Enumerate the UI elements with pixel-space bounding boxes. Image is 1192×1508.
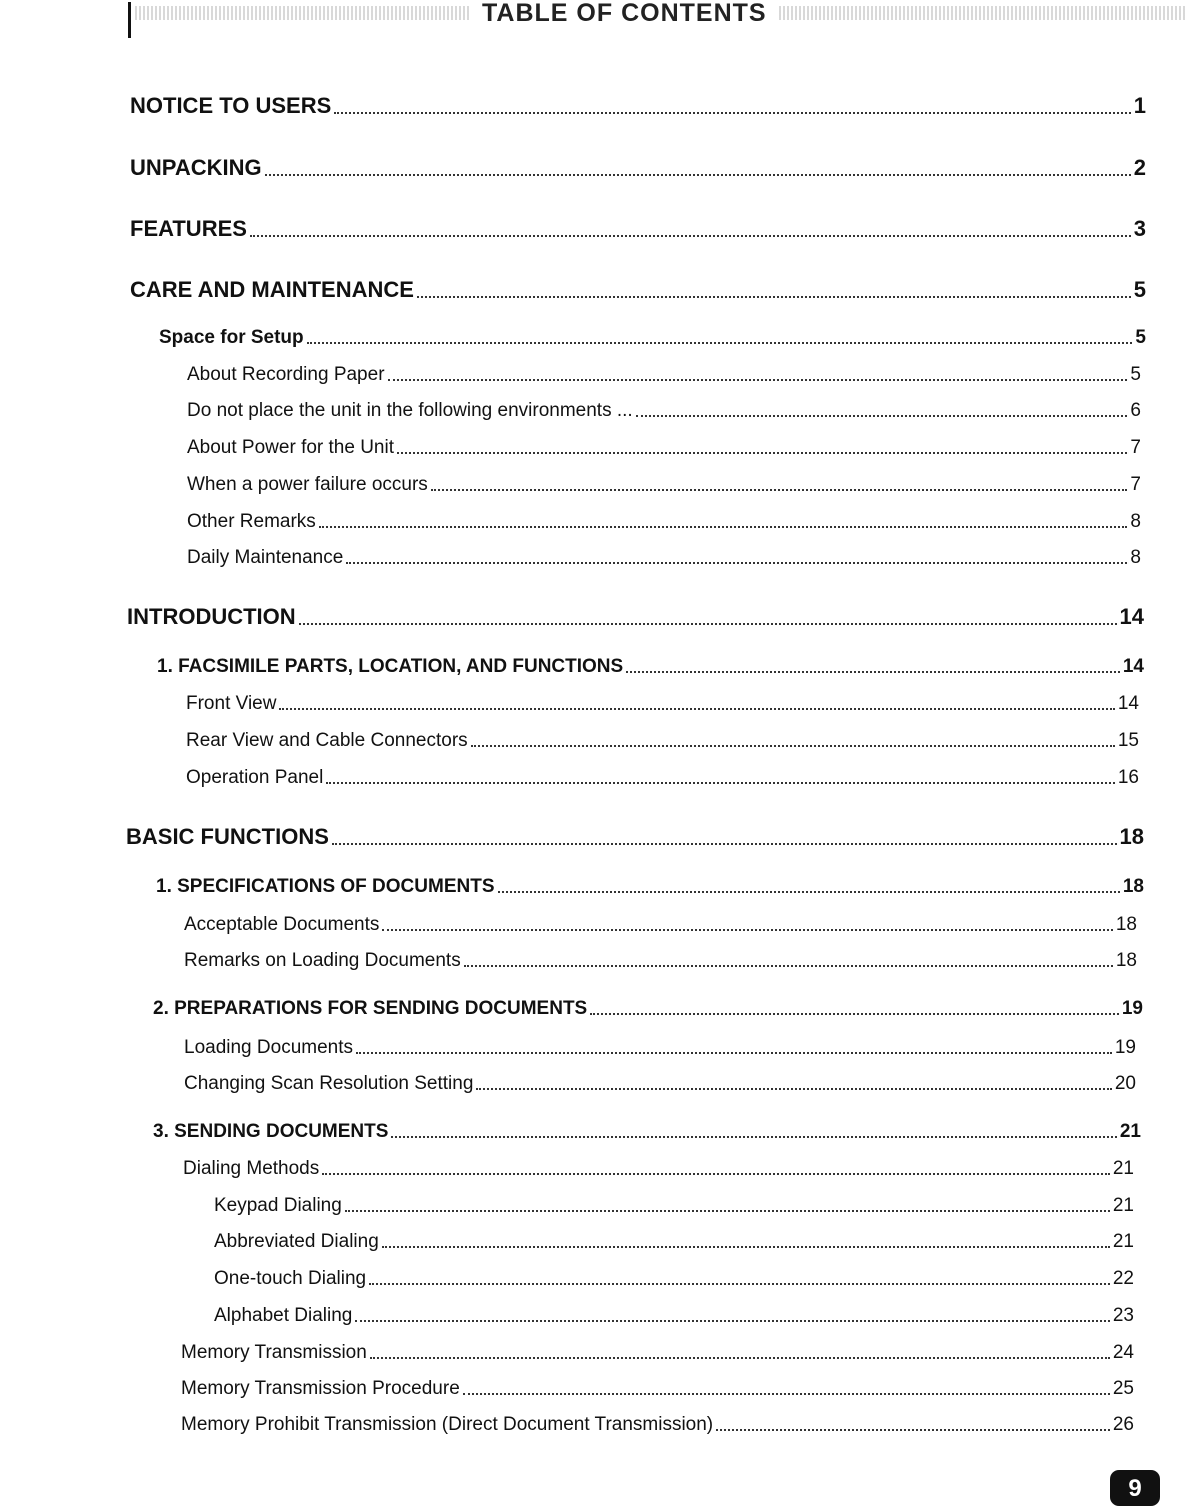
toc-leader-dots xyxy=(476,1088,1111,1090)
toc-leader-dots xyxy=(307,342,1133,344)
toc-entry-page: 6 xyxy=(1130,400,1141,421)
toc-entry-page: 7 xyxy=(1130,437,1141,458)
toc-entry[interactable] xyxy=(126,824,1144,850)
toc-entry[interactable] xyxy=(187,400,1141,422)
toc-entry-page: 5 xyxy=(1133,277,1146,302)
toc-entry-page: 18 xyxy=(1122,876,1144,897)
toc-entry[interactable] xyxy=(156,876,1144,898)
toc-entry-page: 8 xyxy=(1130,511,1141,532)
toc-entry-page: 21 xyxy=(1119,1121,1141,1142)
toc-leader-dots xyxy=(322,1173,1110,1175)
toc-entry[interactable] xyxy=(130,155,1146,181)
toc-entry[interactable] xyxy=(130,93,1146,119)
toc-entry[interactable] xyxy=(183,1158,1134,1180)
toc-leader-dots xyxy=(498,891,1120,893)
toc-entry[interactable] xyxy=(181,1342,1134,1364)
toc-leader-dots xyxy=(626,671,1120,673)
toc-leader-dots xyxy=(279,708,1114,710)
toc-entry-label: When a power failure occurs xyxy=(187,474,428,495)
toc-entry-label: UNPACKING xyxy=(130,155,262,180)
toc-entry-label: Remarks on Loading Documents xyxy=(184,950,461,971)
toc-entry[interactable] xyxy=(184,914,1137,936)
toc-leader-dots xyxy=(464,965,1113,967)
toc-leader-dots xyxy=(334,112,1130,114)
toc-entry-page: 15 xyxy=(1117,730,1139,751)
toc-leader-dots xyxy=(382,929,1112,931)
toc-leader-dots xyxy=(319,526,1128,528)
toc-entry[interactable] xyxy=(127,604,1144,630)
toc-entry[interactable] xyxy=(184,1037,1136,1059)
toc-entry-label: Memory Transmission xyxy=(181,1342,367,1363)
toc-entry-label: About Power for the Unit xyxy=(187,437,394,458)
toc-entry-label: INTRODUCTION xyxy=(127,604,296,629)
toc-entry-label: Do not place the unit in the following environments ... xyxy=(187,400,633,421)
toc-entry[interactable] xyxy=(186,693,1139,715)
toc-entry-page: 21 xyxy=(1112,1231,1134,1252)
toc-entry[interactable] xyxy=(157,656,1144,678)
toc-entry-page: 18 xyxy=(1119,824,1144,849)
toc-entry[interactable] xyxy=(187,547,1141,569)
toc-entry-label: NOTICE TO USERS xyxy=(130,93,332,118)
toc-leader-dots xyxy=(332,843,1117,845)
toc-entry-label: Alphabet Dialing xyxy=(214,1305,353,1326)
toc-entry-label: Loading Documents xyxy=(184,1037,353,1058)
toc-leader-dots xyxy=(382,1246,1110,1248)
toc-entry-page: 19 xyxy=(1114,1037,1136,1058)
toc-entry[interactable] xyxy=(187,364,1141,386)
toc-entry-page: 5 xyxy=(1135,327,1146,348)
toc-entry[interactable] xyxy=(186,767,1139,789)
toc-entry-page: 23 xyxy=(1112,1305,1134,1326)
toc-leader-dots xyxy=(417,296,1131,298)
toc-entry-page: 14 xyxy=(1122,656,1144,677)
toc-entry-page: 21 xyxy=(1112,1158,1134,1179)
toc-entry-label: Memory Transmission Procedure xyxy=(181,1378,460,1399)
toc-entry[interactable] xyxy=(187,511,1141,533)
toc-entry-page: 1 xyxy=(1133,93,1146,118)
toc-entry-label: Memory Prohibit Transmission (Direct Document Transmission) xyxy=(181,1414,714,1435)
toc-leader-dots xyxy=(345,1210,1110,1212)
toc-entry[interactable] xyxy=(214,1195,1134,1217)
toc-entry[interactable] xyxy=(187,437,1141,459)
toc-entry-page: 14 xyxy=(1119,604,1144,629)
toc-leader-dots xyxy=(355,1320,1109,1322)
toc-entry[interactable] xyxy=(181,1378,1134,1400)
toc-entry-page: 5 xyxy=(1130,364,1141,385)
toc-entry-page: 16 xyxy=(1117,767,1139,788)
toc-entry-label: Changing Scan Resolution Setting xyxy=(184,1073,474,1094)
toc-entry-label: 1. SPECIFICATIONS OF DOCUMENTS xyxy=(156,876,495,897)
toc-entry-label: Keypad Dialing xyxy=(214,1195,342,1216)
page-title: TABLE OF CONTENTS xyxy=(470,0,779,27)
toc-entry-page: 8 xyxy=(1130,547,1141,568)
toc-entry-page: 7 xyxy=(1130,474,1141,495)
toc-entry-page: 18 xyxy=(1115,950,1137,971)
toc-leader-dots xyxy=(431,489,1128,491)
toc-leader-dots xyxy=(369,1283,1110,1285)
toc-entry-page: 25 xyxy=(1112,1378,1134,1399)
toc-entry-page: 24 xyxy=(1112,1342,1134,1363)
toc-entry-label: 1. FACSIMILE PARTS, LOCATION, AND FUNCTIONS xyxy=(157,656,624,677)
toc-leader-dots xyxy=(590,1013,1119,1015)
toc-entry-label: Operation Panel xyxy=(186,767,324,788)
toc-entry-label: Acceptable Documents xyxy=(184,914,380,935)
toc-entry[interactable] xyxy=(184,1073,1136,1095)
toc-entry-label: Rear View and Cable Connectors xyxy=(186,730,468,751)
toc-entry[interactable] xyxy=(153,1121,1141,1143)
toc-entry[interactable] xyxy=(159,327,1146,349)
toc-leader-dots xyxy=(299,623,1117,625)
toc-entry-page: 22 xyxy=(1112,1268,1134,1289)
toc-entry-label: Other Remarks xyxy=(187,511,316,532)
toc-leader-dots xyxy=(250,235,1131,237)
toc-entry[interactable] xyxy=(187,474,1141,496)
toc-leader-dots xyxy=(370,1357,1110,1359)
toc-entry-page: 21 xyxy=(1112,1195,1134,1216)
toc-entry-label: Daily Maintenance xyxy=(187,547,344,568)
toc-entry-page: 20 xyxy=(1114,1073,1136,1094)
toc-entry-label: FEATURES xyxy=(130,216,247,241)
toc-entry-page: 26 xyxy=(1112,1414,1134,1435)
toc-leader-dots xyxy=(463,1393,1110,1395)
page-number-badge: 9 xyxy=(1110,1470,1160,1506)
toc-entry-page: 2 xyxy=(1133,155,1146,180)
toc-entry-label: Space for Setup xyxy=(159,327,304,348)
toc-entry-label: CARE AND MAINTENANCE xyxy=(130,277,414,302)
toc-entry-label: Abbreviated Dialing xyxy=(214,1231,379,1252)
toc-entry-page: 3 xyxy=(1133,216,1146,241)
toc-entry-label: 3. SENDING DOCUMENTS xyxy=(153,1121,389,1142)
toc-entry-page: 18 xyxy=(1115,914,1137,935)
toc-leader-dots xyxy=(388,379,1128,381)
toc-entry[interactable] xyxy=(184,950,1137,972)
toc-leader-dots xyxy=(391,1136,1116,1138)
toc-entry[interactable] xyxy=(181,1414,1134,1436)
toc-entry-page: 14 xyxy=(1117,693,1139,714)
toc-leader-dots xyxy=(346,562,1127,564)
toc-entry[interactable] xyxy=(153,998,1143,1020)
toc-entry-label: Front View xyxy=(186,693,277,714)
toc-leader-dots xyxy=(636,415,1128,417)
toc-entry[interactable] xyxy=(186,730,1139,752)
toc-leader-dots xyxy=(356,1052,1112,1054)
toc-entry[interactable] xyxy=(214,1231,1134,1253)
toc-leader-dots xyxy=(397,452,1127,454)
toc-entry[interactable] xyxy=(214,1305,1134,1327)
toc-entry-label: About Recording Paper xyxy=(187,364,385,385)
toc-entry[interactable] xyxy=(214,1268,1134,1290)
toc-entry[interactable] xyxy=(130,216,1146,242)
toc-leader-dots xyxy=(265,174,1131,176)
toc-leader-dots xyxy=(716,1429,1110,1431)
toc-entry-label: One-touch Dialing xyxy=(214,1268,367,1289)
toc-entry-label: 2. PREPARATIONS FOR SENDING DOCUMENTS xyxy=(153,998,588,1019)
toc-leader-dots xyxy=(471,745,1115,747)
toc-leader-dots xyxy=(326,782,1115,784)
toc-entry-label: BASIC FUNCTIONS xyxy=(126,824,329,849)
toc-entry-page: 19 xyxy=(1121,998,1143,1019)
toc-entry[interactable] xyxy=(130,277,1146,303)
toc-entry-label: Dialing Methods xyxy=(183,1158,320,1179)
